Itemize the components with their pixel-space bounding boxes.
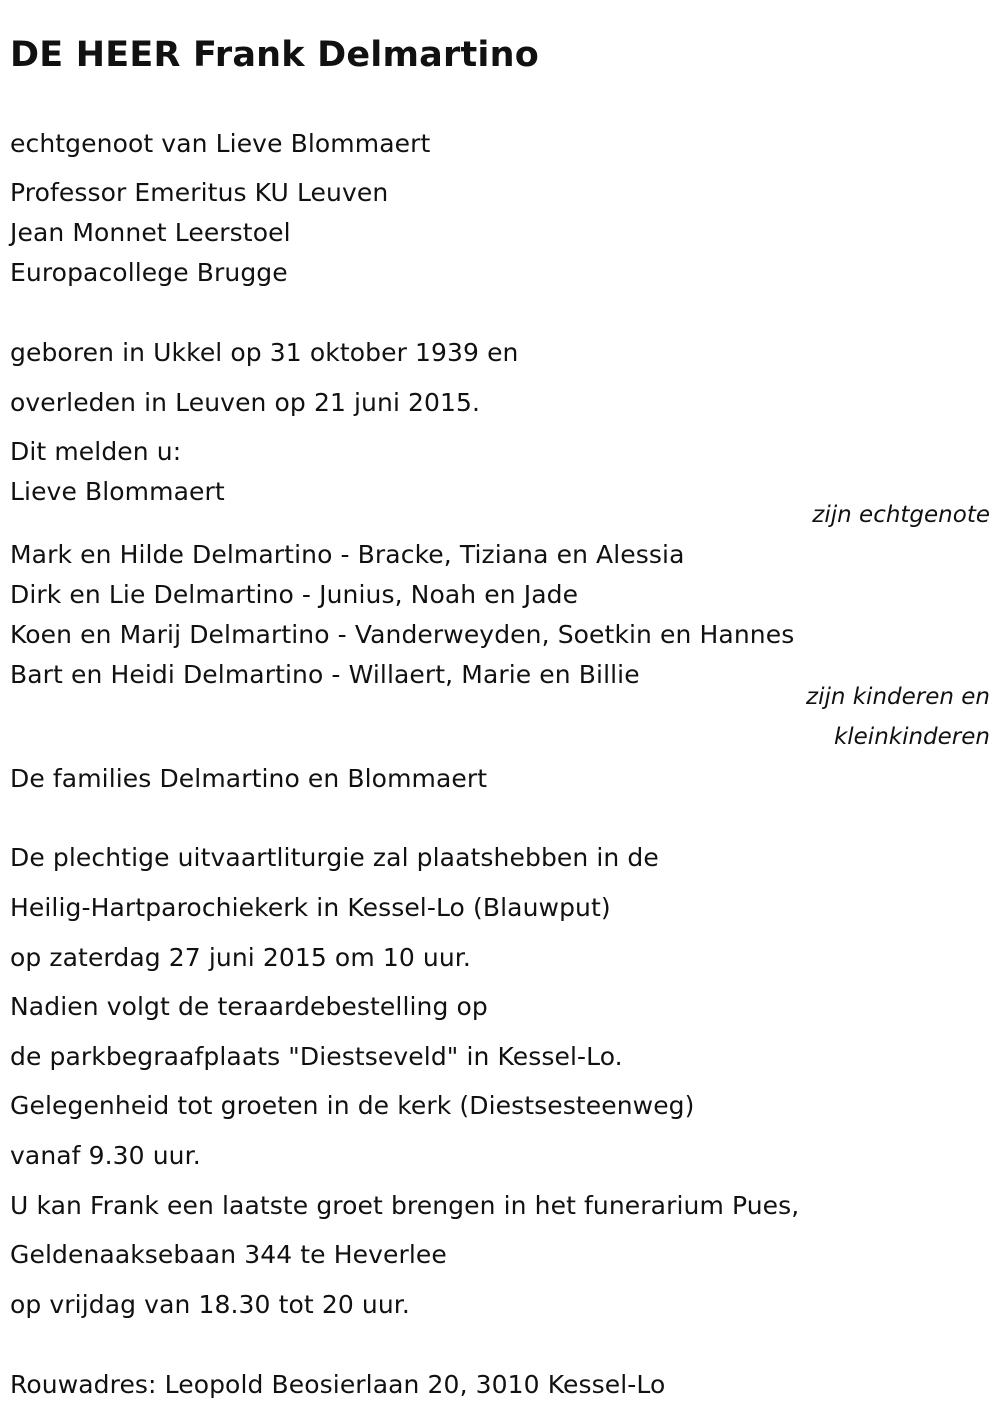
death-line: overleden in Leuven op 21 juni 2015. <box>10 388 481 417</box>
announcement-line: Dit melden u: <box>10 437 182 466</box>
deceased-title: DE HEER Frank Delmartino <box>10 35 539 75</box>
child-family-line: Mark en Hilde Delmartino - Bracke, Tiziana en Alessia <box>10 540 685 569</box>
ceremony-line: op vrijdag van 18.30 tot 20 uur. <box>10 1290 410 1319</box>
mourning-address: Rouwadres: Leopold Beosierlaan 20, 3010 Kessel-Lo <box>10 1370 666 1399</box>
children-relation: kleinkinderen <box>833 724 990 750</box>
child-family-line: Koen en Marij Delmartino - Vanderweyden, Soetkin en Hannes <box>10 620 795 649</box>
ceremony-line: Nadien volgt de teraardebestelling op <box>10 992 488 1021</box>
widow-relation: zijn echtgenote <box>812 502 990 528</box>
ceremony-line: Heilig-Hartparochiekerk in Kessel-Lo (Blauwput) <box>10 893 611 922</box>
ceremony-line: U kan Frank een laatste groet brengen in het funerarium Pues, <box>10 1191 800 1220</box>
title-line: Europacollege Brugge <box>10 258 288 287</box>
ceremony-line: op zaterdag 27 juni 2015 om 10 uur. <box>10 943 471 972</box>
ceremony-line: Gelegenheid tot groeten in de kerk (Diestsesteenweg) <box>10 1091 695 1120</box>
spouse-line: echtgenoot van Lieve Blommaert <box>10 129 431 158</box>
title-line: Jean Monnet Leerstoel <box>10 218 291 247</box>
ceremony-line: vanaf 9.30 uur. <box>10 1141 201 1170</box>
ceremony-line: De plechtige uitvaartliturgie zal plaatshebben in de <box>10 843 659 872</box>
birth-line: geboren in Ukkel op 31 oktober 1939 en <box>10 338 519 367</box>
ceremony-line: Geldenaaksebaan 344 te Heverlee <box>10 1240 447 1269</box>
ceremony-line: de parkbegraafplaats "Diestseveld" in Kessel-Lo. <box>10 1042 623 1071</box>
title-line: Professor Emeritus KU Leuven <box>10 178 389 207</box>
families-line: De families Delmartino en Blommaert <box>10 764 488 793</box>
child-family-line: Bart en Heidi Delmartino - Willaert, Marie en Billie <box>10 660 640 689</box>
children-relation: zijn kinderen en <box>806 684 990 710</box>
child-family-line: Dirk en Lie Delmartino - Junius, Noah en Jade <box>10 580 579 609</box>
widow-name: Lieve Blommaert <box>10 477 225 506</box>
